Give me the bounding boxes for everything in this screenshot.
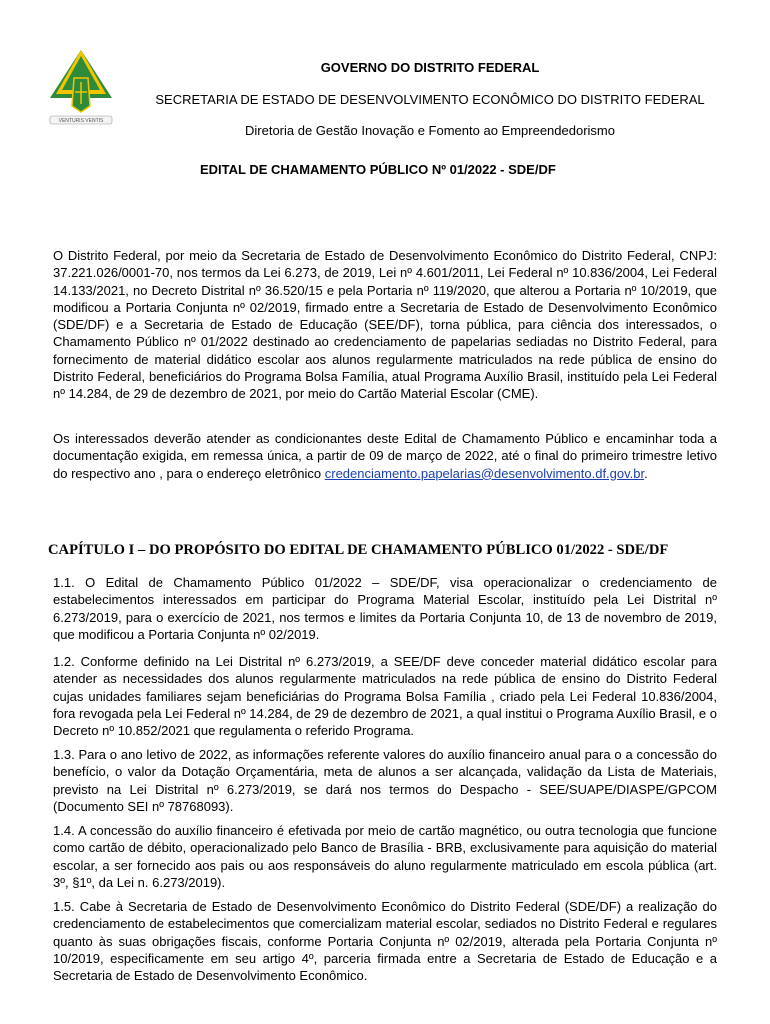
section-1-2: 1.2. Conforme definido na Lei Distrital nº 6.273/2019, a SEE/DF deve conceder material didático escolar para atender as necessidades dos alunos regularmente matriculados na rede pública de ensino do Distrito Federal cujas unidades familiares sejam beneficiárias do Programa Bolsa Família , criado pela Lei Federal 10.836/2004, fora revogada pela Lei Federal nº 14.284, de 29 de dezembro de 2021, a qual institui o Programa Auxílio Brasil, e o Decreto nº 10.852/2021 que regulamenta o referido Programa. (53, 654, 717, 739)
email-link[interactable]: credenciamento.papelarias@desenvolvimento.df.gov.br (324, 465, 645, 481)
notice-title: EDITAL DE CHAMAMENTO PÚBLICO Nº 01/2022 - SDE/DF (200, 162, 556, 177)
section-1-1: 1.1. O Edital de Chamamento Público 01/2022 – SDE/DF, visa operacionalizar o credenciamento de estabelecimentos interessados em participar do Programa Material Escolar, instituído pela Lei Distrital nº 6.273/2019, para o exercício de 2021, nos termos e limites da Portaria Conjunta 10, de 13 de novembro de 2019, que modificou a Portaria Conjunta nº 02/2019. (53, 575, 717, 642)
government-title: GOVERNO DO DISTRITO FEDERAL (320, 60, 540, 75)
logo-banner-text: VENTURIS VENTIS (58, 118, 104, 125)
section-1-5: 1.5. Cabe à Secretaria de Estado de Desenvolvimento Econômico do Distrito Federal (SDE/DF) a realização do credenciamento de estabelecimentos que comercializam material escolar, sediados no Distrito Federal e regulares quanto às suas obrigações fiscais, conforme Portaria Conjunta nº 02/2019, alterada pela Portaria Conjunta nº 10/2019, especificamente em seu artigo 4º, parceria firmada entre a Secretaria de Estado de Educação e a Secretaria de Estado de Desenvolvimento Econômico. (53, 899, 717, 984)
intro-paragraph: O Distrito Federal, por meio da Secretaria de Estado de Desenvolvimento Econômico do Distrito Federal, CNPJ: 37.221.026/0001-70, nos termos da Lei 6.273, de 2019, Lei nº 4.601/2011, Lei Federal nº 10.836/2004, Lei Federal 14.133/2021, no Decreto Distrital nº 36.520/15 e pela Portaria nº 119/2020, que alterou a Portaria nº 10/2019, que modificou a Portaria Conjunta nº 02/2019, firmado entre a Secretaria de Estado de Desenvolvimento Econômico (SDE/DF) e a Secretaria de Estado de Educação (SEE/DF), torna pública, para ciência dos interessados, o Chamamento Público nº 01/2022 destinado ao credenciamento de papelarias sediadas no Distrito Federal, para fornecimento de material didático escolar aos alunos regularmente matriculados na rede pública de ensino do Distrito Federal, beneficiários do Programa Bolsa Família, atual Programa Auxílio Brasil, instituído pela Lei Federal nº 14.284, de 29 de dezembro de 2021, por meio do Cartão Material Escolar (CME). (53, 248, 717, 402)
secretariat-title: SECRETARIA DE ESTADO DE DESENVOLVIMENTO ECONÔMICO DO DISTRITO FEDERAL (155, 92, 705, 107)
chapter-heading: CAPÍTULO I – DO PROPÓSITO DO EDITAL DE CHAMAMENTO PÚBLICO 01/2022 - SDE/DF (48, 542, 669, 558)
submission-text: Os interessados deverão atender as condicionantes deste Edital de Chamamento Público e encaminhar toda a documentação exigida, em remessa única, a partir de 09 de março de 2022, até o final do primeiro trimestre letivo do respectivo ano , para o endereço eletrônico (53, 431, 717, 481)
submission-paragraph (53, 430, 717, 482)
gdf-coat-of-arms-logo (44, 48, 118, 134)
email-period: . (644, 465, 648, 481)
section-1-3: 1.3. Para o ano letivo de 2022, as informações referente valores do auxílio financeiro anual para o a concessão do benefício, o valor da Dotação Orçamentária, meta de alunos a ser alcançada, validação da Lista de Materiais, previsto na Lei Distrital nº 6.273/2019, se dará nos termos do Despacho - SEE/SUAPE/DIASPE/GPCOM (Documento SEI nº 78768093). (53, 747, 717, 814)
section-1-4: 1.4. A concessão do auxílio financeiro é efetivada por meio de cartão magnético, ou outra tecnologia que funcione como cartão de débito, operacionalizado pelo Banco de Brasília - BRB, exclusivamente para aquisição do material escolar, a ser fornecido aos pais ou aos responsáveis do aluno regularmente matriculado em escola pública (art. 3º, §1º, da Lei n. 6.273/2019). (53, 823, 717, 890)
directorate-title: Diretoria de Gestão Inovação e Fomento ao Empreendedorismo (245, 123, 615, 138)
